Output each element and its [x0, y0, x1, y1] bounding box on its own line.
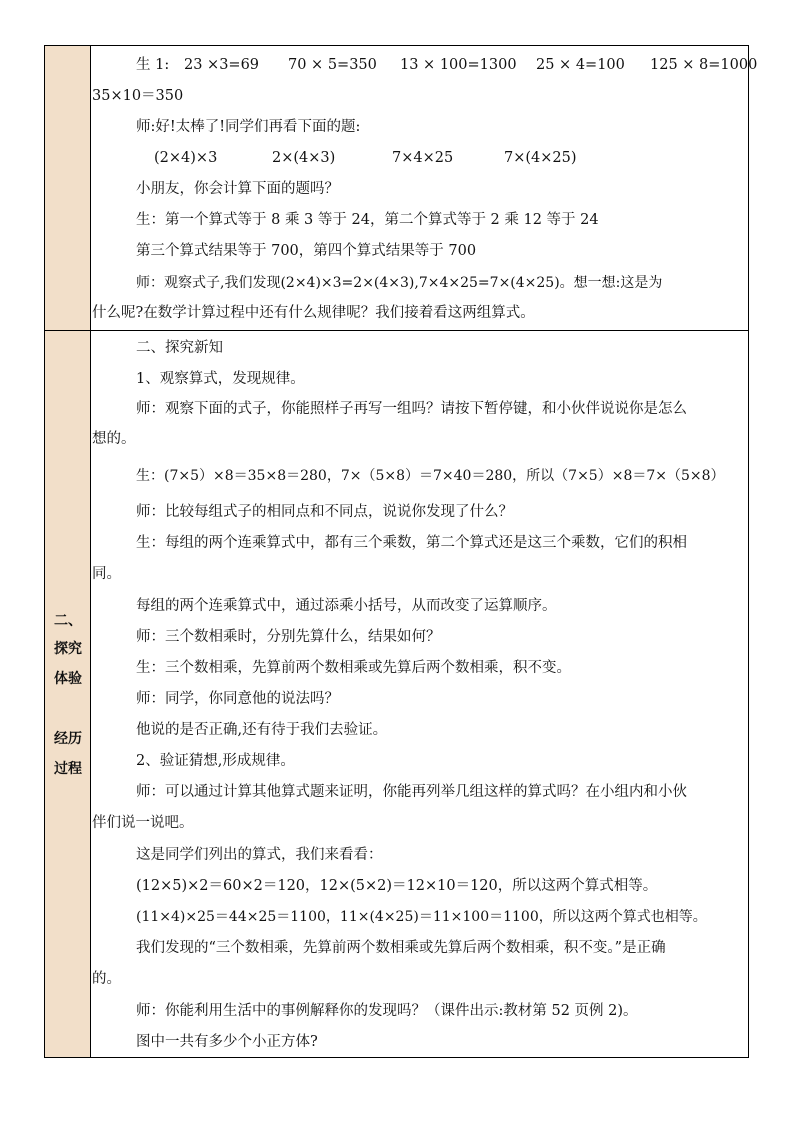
calc-item: 35×10＝350 [92, 88, 184, 104]
section-label [45, 612, 91, 778]
text-line: 生：(7×5）×8＝35×8＝280，7×（5×8）＝7×40＝280，所以（7×5）×8＝7×（5×8） [136, 468, 725, 484]
text-line: 这是同学们列出的算式，我们来看看： [136, 847, 383, 863]
heading-line: 二、探究新知 [136, 340, 223, 356]
text-line: 师：你能利用生活中的事例解释你的发现吗？（课件出示:教材第 52 页例 2)。 [136, 1003, 638, 1019]
calc-item: 13 × 100=1300 [400, 57, 517, 73]
text-line: 伴们说一说吧。 [92, 815, 194, 831]
text-line: 小朋友，你会计算下面的题吗？ [136, 181, 339, 197]
expression: 7×4×25 [392, 150, 454, 166]
section-label-part: 经历 [54, 731, 82, 747]
text-line: 的。 [92, 971, 121, 987]
text-line: 第三个算式结果等于 700，第四个算式结果等于 700 [136, 243, 477, 259]
text-line: 1、观察算式，发现规律。 [136, 371, 305, 387]
text-line: 他说的是否正确,还有待于我们去验证。 [136, 722, 388, 738]
section-label-part: 二、 [54, 613, 82, 629]
text-line: 什么呢?在数学计算过程中还有什么规律呢？我们接着看这两组算式。 [92, 305, 535, 321]
text-line: 师：观察式子,我们发现(2×4)×3=2×(4×3),7×4×25=7×(4×25)。想一想:这是为 [136, 275, 663, 291]
text-line: 师：同学，你同意他的说法吗？ [136, 691, 339, 707]
calc-item: 125 × 8=1000 [650, 57, 758, 73]
text-line: 师：可以通过计算其他算式题来证明，你能再列举几组这样的算式吗？在小组内和小伙 [136, 784, 687, 800]
text-line: 生：每组的两个连乘算式中，都有三个乘数，第二个算式还是这三个乘数，它们的积相 [136, 535, 687, 551]
expression: (2×4)×3 [154, 150, 218, 166]
text-line: 想的。 [92, 431, 136, 447]
text-line: (12×5)×2＝60×2＝120，12×(5×2)＝12×10＝120，所以这两个算式相等。 [136, 878, 658, 894]
calc-item: 23 ×3=69 [184, 57, 260, 73]
text-line: (11×4)×25＝44×25＝1100，11×(4×25)＝11×100＝1100，所以这两个算式也相等。 [136, 909, 707, 925]
text-line: 图中一共有多少个小正方体? [136, 1034, 318, 1050]
text-line: 师：观察下面的式子，你能照样子再写一组吗？请按下暂停键，和小伙伴说说你是怎么 [136, 401, 687, 417]
text-line: 师：比较每组式子的相同点和不同点，说说你发现了什么？ [136, 504, 513, 520]
calc-item: 25 × 4=100 [536, 57, 625, 73]
expression: 2×(4×3) [272, 150, 336, 166]
text-line: 生：三个数相乘，先算前两个数相乘或先算后两个数相乘，积不变。 [136, 660, 571, 676]
section-label-part: 体验 [54, 671, 82, 687]
section-label-part: 探究 [54, 641, 82, 657]
student-label: 生 1: [136, 57, 170, 73]
text-line: 我们发现的“三个数相乘，先算前两个数相乘或先算后两个数相乘，积不变。”是正确 [136, 940, 666, 956]
text-line: 每组的两个连乘算式中，通过添乘小括号，从而改变了运算顺序。 [136, 598, 557, 614]
text-line: 师：三个数相乘时，分别先算什么，结果如何？ [136, 629, 441, 645]
text-line: 2、验证猜想,形成规律。 [136, 753, 295, 769]
text-line: 师:好!太棒了!同学们再看下面的题: [136, 119, 361, 135]
expression: 7×(4×25) [504, 150, 577, 166]
text-line: 同。 [92, 566, 121, 582]
section-label-column [45, 46, 91, 1057]
text-line: 生：第一个算式等于 8 乘 3 等于 24，第二个算式等于 2 乘 12 等于 24 [136, 212, 599, 228]
row-divider [45, 330, 748, 331]
section-label-part: 过程 [54, 761, 82, 777]
calc-item: 70 × 5=350 [288, 57, 377, 73]
